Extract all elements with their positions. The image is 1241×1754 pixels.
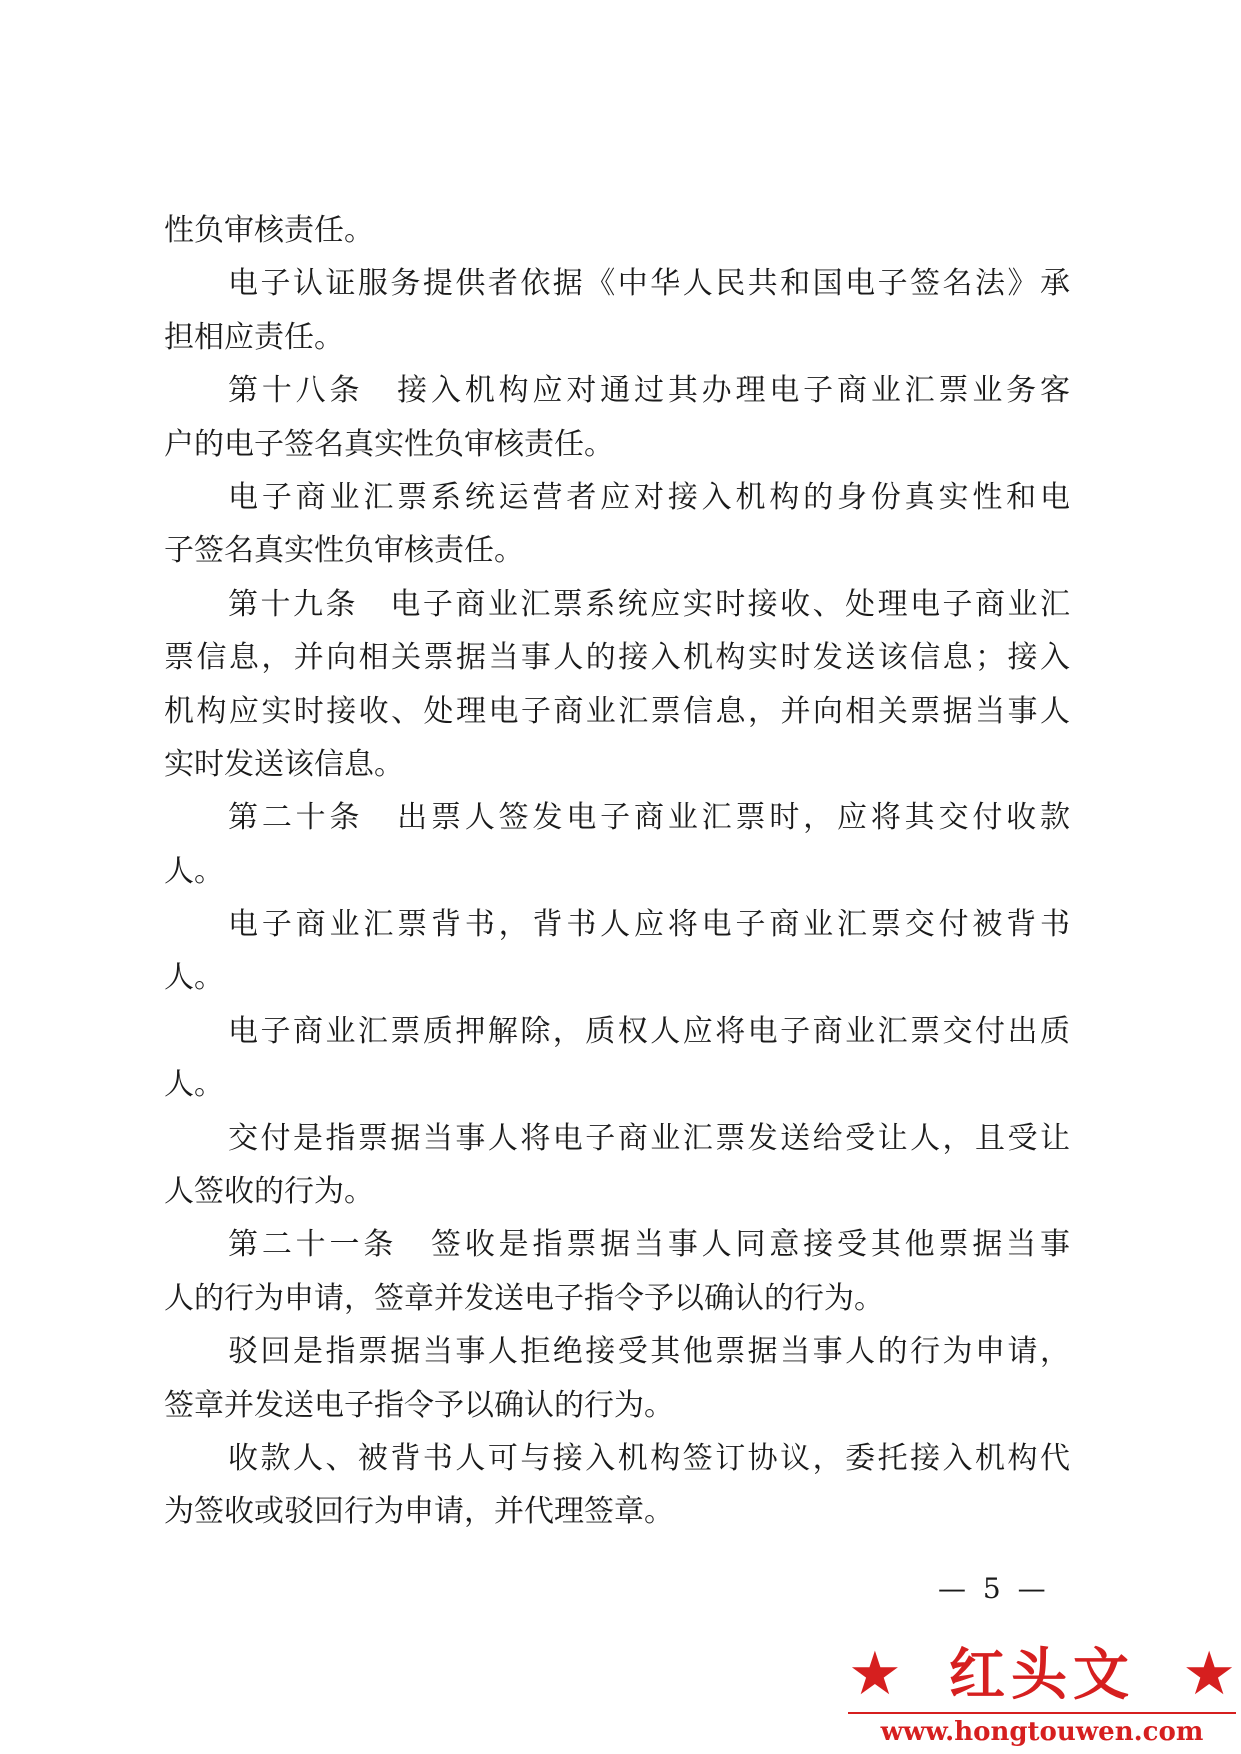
article-19-heading-line: 第十九条 电子商业汇票系统应实时接收、处理电子商业汇 [228,586,1070,622]
text-line: 子签名真实性负审核责任。 [164,533,524,569]
text-line: 交付是指票据当事人将电子商业汇票发送给受让人，且受让 [228,1120,1070,1156]
article-18-heading-line: 第十八条 接入机构应对通过其办理电子商业汇票业务客 [228,373,1070,409]
text-line: 性负审核责任。 [164,213,374,248]
text-line: 为签收或驳回行为申请，并代理签章。 [164,1494,674,1530]
text-line: 人。 [164,1067,224,1103]
star-icon: ★ [848,1639,902,1709]
text-line: 电子商业汇票质押解除，质权人应将电子商业汇票交付出质 [228,1013,1070,1049]
text-line: 人。 [164,853,224,889]
star-icon: ★ [1182,1639,1236,1709]
watermark-divider [848,1712,1236,1714]
site-watermark [848,1638,1236,1750]
text-line: 人的行为申请，签章并发送电子指令予以确认的行为。 [164,1280,884,1316]
text-line: 驳回是指票据当事人拒绝接受其他票据当事人的行为申请， [228,1334,1070,1370]
text-line: 电子商业汇票系统运营者应对接入机构的身份真实性和电 [228,479,1070,515]
text-line: 电子商业汇票背书，背书人应将电子商业汇票交付被背书 [228,907,1070,943]
text-line: 人。 [164,960,224,996]
text-line: 实时发送该信息。 [164,746,404,782]
document-body [164,204,1070,1539]
page-number: — 5 — [938,1572,1050,1605]
watermark-url: www.hongtouwen.com [880,1717,1204,1747]
text-line: 机构应实时接收、处理电子商业汇票信息，并向相关票据当事人 [164,693,1070,729]
text-line: 签章并发送电子指令予以确认的行为。 [164,1387,674,1423]
text-line: 人签收的行为。 [164,1174,374,1210]
article-20-heading-line: 第二十条 出票人签发电子商业汇票时，应将其交付收款 [228,800,1070,836]
text-line: 户的电子签名真实性负审核责任。 [164,426,614,462]
text-line: 收款人、被背书人可与接入机构签订协议，委托接入机构代 [228,1440,1070,1476]
text-line: 担相应责任。 [164,319,344,355]
article-21-heading-line: 第二十一条 签收是指票据当事人同意接受其他票据当事 [228,1227,1070,1263]
watermark-title: 红头文 [949,1642,1135,1708]
text-line: 电子认证服务提供者依据《中华人民共和国电子签名法》承 [228,266,1070,302]
text-line: 票信息，并向相关票据当事人的接入机构实时发送该信息；接入 [164,640,1070,676]
